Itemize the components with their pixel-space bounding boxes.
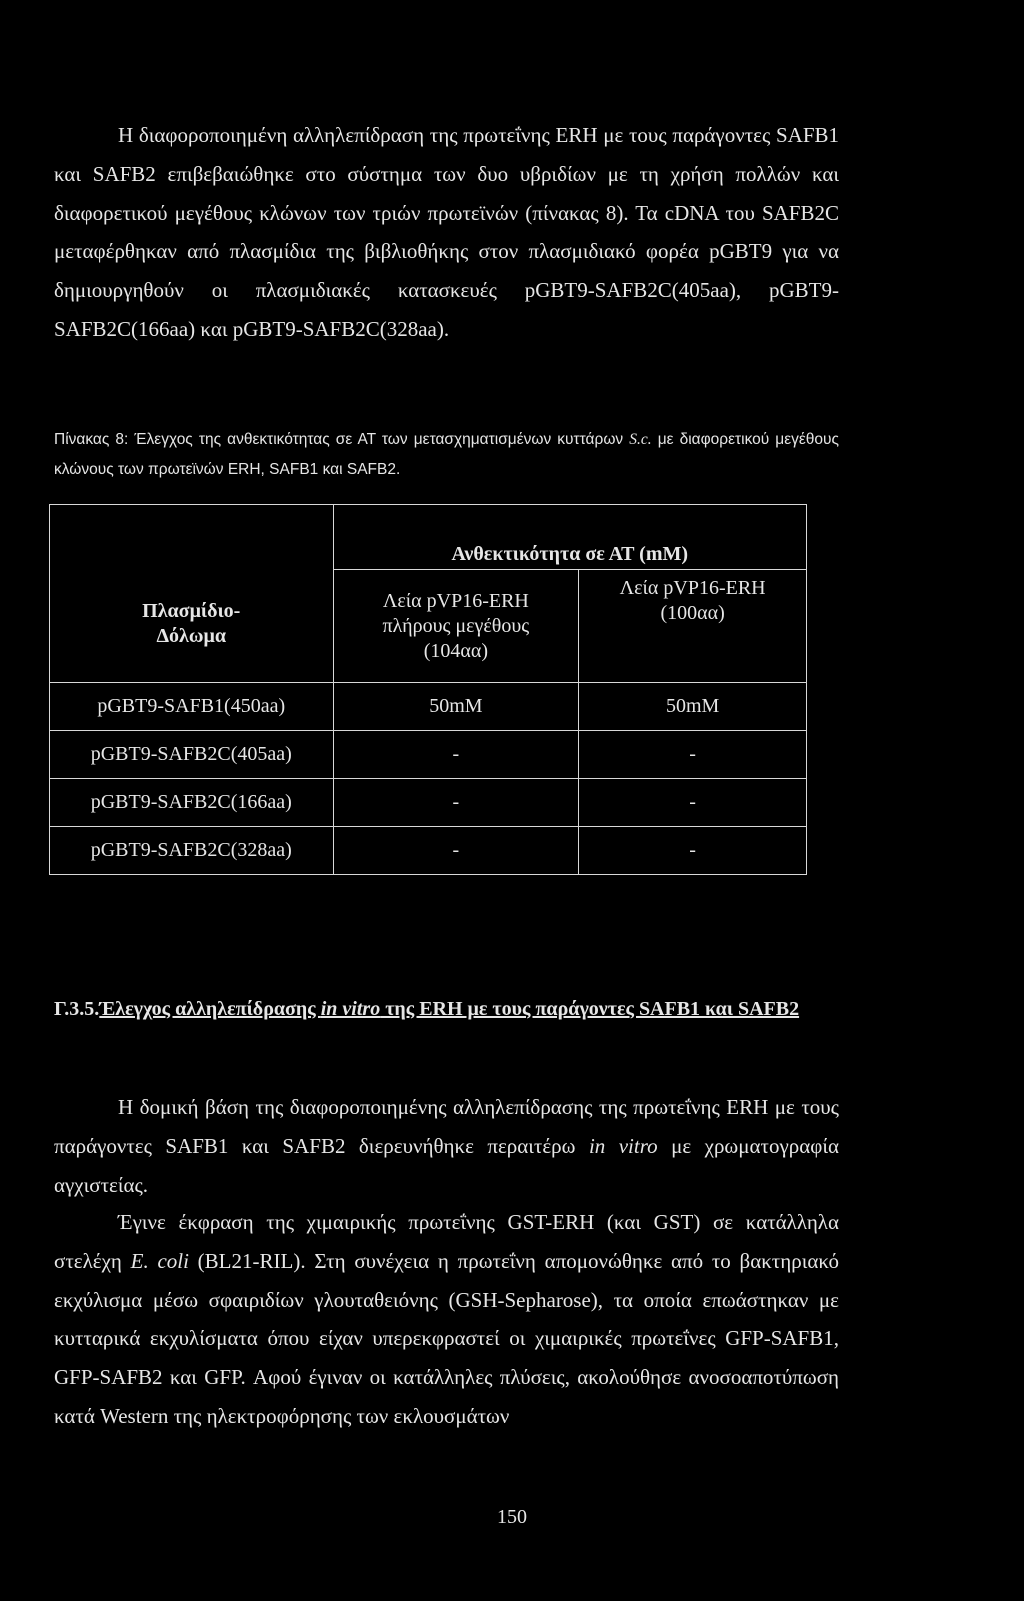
paragraph2-after: με χρωματογραφία αγχιστείας. (54, 1133, 839, 1197)
table-row (50, 779, 807, 827)
table-row (50, 827, 807, 875)
resistance-header: Ανθεκτικότητα σε ΑΤ (mM) (333, 505, 807, 570)
bait-plasmid-header-text: Πλασμίδιο-Δόλωμα (142, 599, 241, 647)
partial-value-cell: - (579, 731, 807, 779)
bait-cell: pGBT9-SAFB2C(405aa) (50, 731, 334, 779)
paragraph2-italic: in vitro (588, 1133, 658, 1158)
paragraph2-before: Η δομική βάση της διαφοροποιημένης αλληλεπίδρασης της πρωτεΐνης ERH με τους παράγοντες SAFB1 και SAFB2 διερευνήθηκε περαιτέρω (54, 1095, 839, 1158)
full-length-value-cell: - (333, 827, 579, 875)
caption-organism: S.c. (629, 431, 652, 448)
bait-cell: pGBT9-SAFB2C(328aa) (50, 827, 334, 875)
page-number: 150 (497, 1506, 527, 1528)
caption-label: Πίνακας 8: (54, 431, 129, 448)
table-row (50, 683, 807, 731)
resistance-table (49, 504, 807, 875)
paragraph3-after: (BL21-RIL). Στη συνέχεια η πρωτεΐνη απομονώθηκε από το βακτηριακό εκχύλισμα μέσω σφαιριδίων γλουταθειόνης (GSH-Sepharose), τα οποία επωάστηκαν με κυτταρικά εκχυλίσματα όπου είχαν υπερεκφραστεί οι χιμαιρικές πρωτεΐνες GFP-SAFB1, GFP-SAFB2 και GFP. Αφού έγιναν οι κατάλληλες πλύσεις, ακολούθησε ανοσοαποτύπωση κατά Western της ηλεκτροφόρησης των εκλουσμάτων (54, 1248, 839, 1428)
bait-cell: pGBT9-SAFB2C(166aa) (50, 779, 334, 827)
section-heading (54, 994, 839, 1024)
paragraph-gst-expression (54, 1203, 839, 1436)
partial-prey-header (579, 570, 807, 683)
partial-value-cell: - (579, 779, 807, 827)
bait-cell: pGBT9-SAFB1(450aa) (50, 683, 334, 731)
bait-plasmid-header (50, 505, 334, 683)
paragraph3-before: Έγινε έκφραση της χιμαιρικής πρωτεΐνης GST-ERH (και GST) σε κατάλληλα στελέχη (54, 1210, 839, 1273)
table-row (50, 731, 807, 779)
section-title (99, 998, 799, 1020)
full-length-prey-header (333, 570, 579, 683)
paragraph-structural-basis (54, 1088, 839, 1204)
paragraph-intro: Η διαφοροποιημένη αλληλεπίδραση της πρωτεΐνης ERH με τους παράγοντες SAFB1 και SAFB2 επιβεβαιώθηκε στο σύστημα των δυο υβριδίων με τη χρήση πολλών και διαφορετικού μεγέθους κλώνων των τριών πρωτεϊνών (πίνακας 8). Τα cDNA του SAFB2C μεταφέρθηκαν από πλασμίδια της βιβλιοθήκης στον πλασμιδιακό φορέα pGBT9 για να δημιουργηθούν οι πλασμιδιακές κατασκευές pGBT9-SAFB2C(405aa), pGBT9-SAFB2C(166aa) και pGBT9-SAFB2C(328aa). (54, 123, 839, 341)
section-title-italic: in vitro (320, 998, 381, 1020)
section-title-after: της ERH με τους παράγοντες SAFB1 και SAFB2 (380, 998, 800, 1020)
caption-text-before: Έλεγχος της ανθεκτικότητας σε ΑΤ των μετασχηματισμένων κυττάρων (128, 431, 630, 448)
full-length-value-cell: - (333, 779, 579, 827)
table-caption (54, 425, 839, 485)
full-length-value-cell: - (333, 731, 579, 779)
caption-text-after: με διαφορετικού μεγέθους κλώνους των πρωτεϊνών ERH, SAFB1 και SAFB2. (54, 431, 839, 478)
paragraph3-italic: E. coli (130, 1248, 189, 1273)
full-length-prey-header-text: Λεία pVP16-ERH πλήρους μεγέθους (104αα) (382, 589, 530, 662)
partial-value-cell: - (579, 827, 807, 875)
partial-value-cell: 50mM (579, 683, 807, 731)
section-title-before: Έλεγχος αλληλεπίδρασης (99, 998, 321, 1020)
full-length-value-cell: 50mM (333, 683, 579, 731)
partial-prey-header-text: Λεία pVP16-ERH (100αα) (619, 577, 766, 624)
section-number: Γ.3.5. (54, 998, 100, 1020)
